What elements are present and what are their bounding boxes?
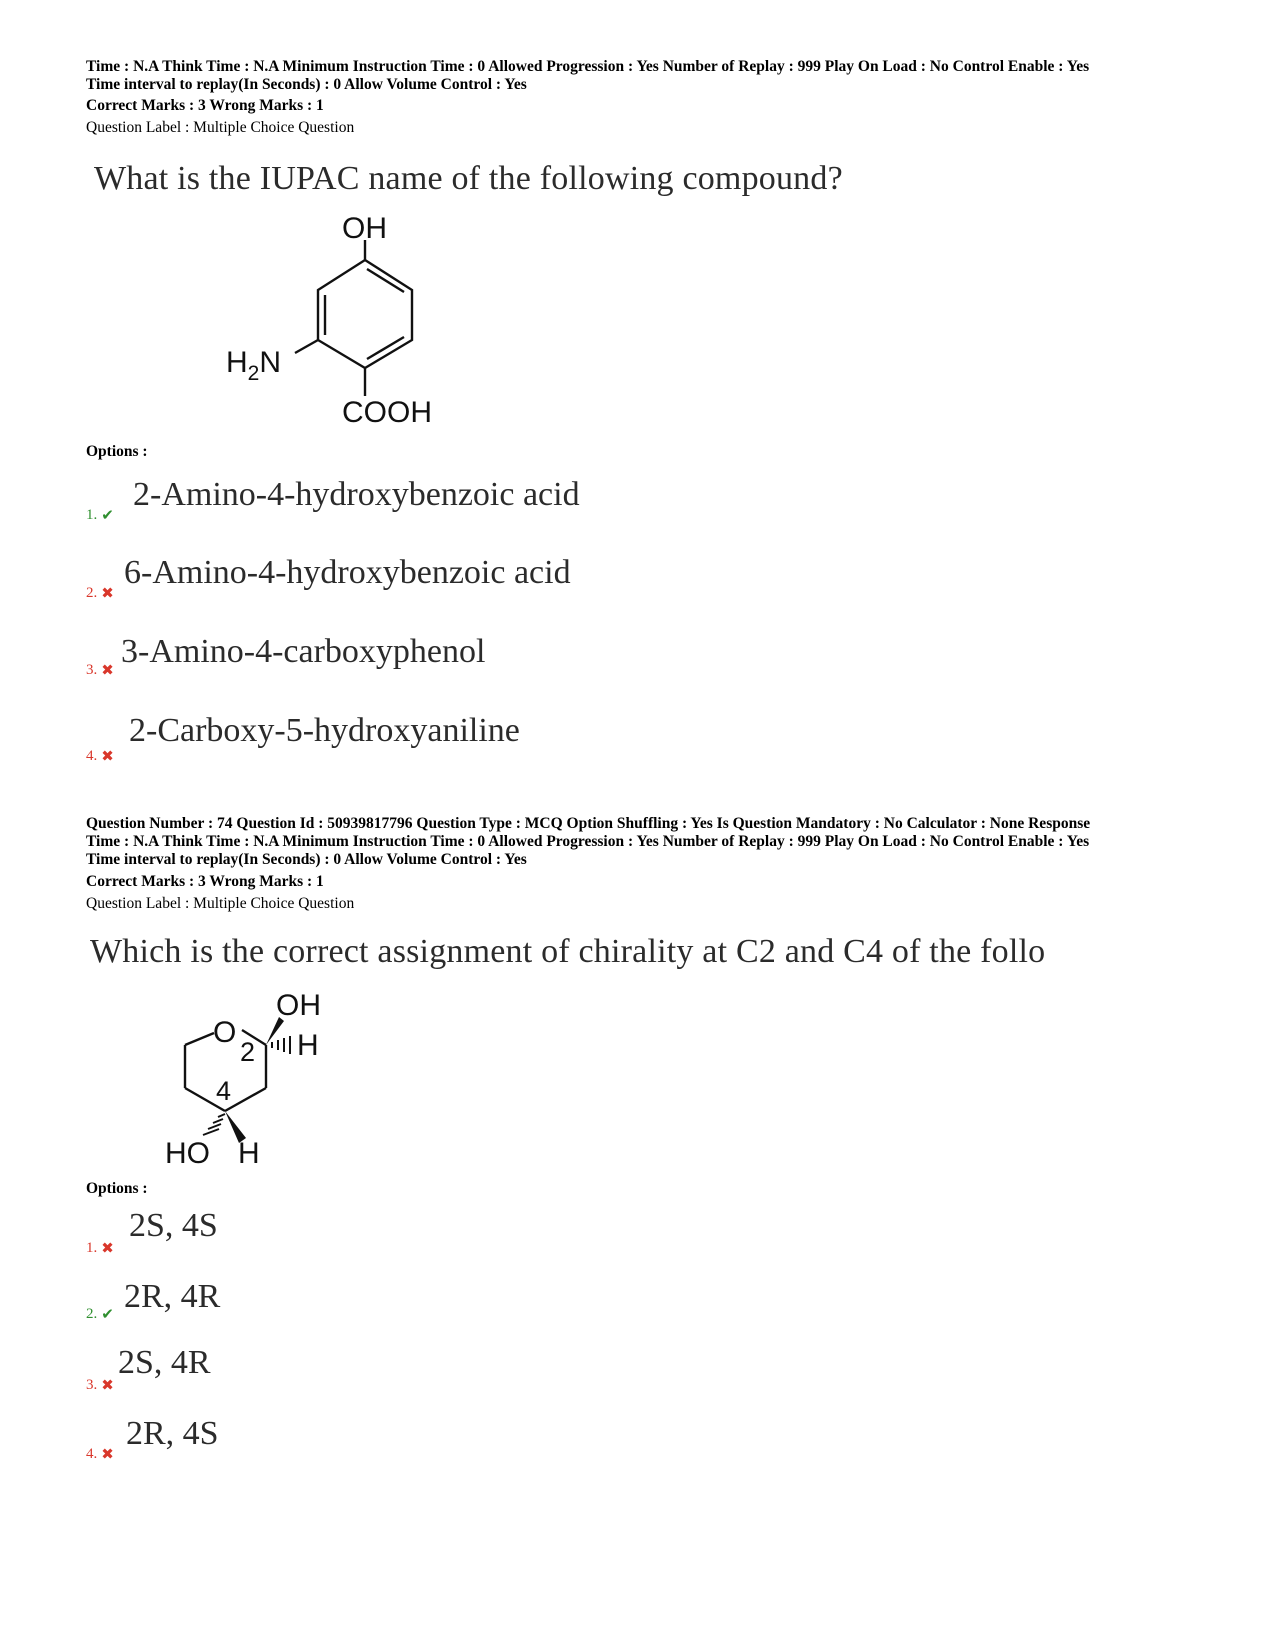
q1-option-4-text[interactable]: 2-Carboxy-5-hydroxyaniline <box>129 712 520 749</box>
q2-structure-diagram <box>160 985 380 1195</box>
q1-option-3-text[interactable]: 3-Amino-4-carboxyphenol <box>121 633 486 670</box>
h-c2-label: H <box>297 1029 319 1062</box>
q2-option-1-number: 1. ✖ <box>86 1240 114 1257</box>
nh2-label: $H_2N$ <box>226 346 282 385</box>
check-icon: ✔ <box>101 1307 114 1323</box>
oh-label: OH <box>342 212 387 245</box>
q2-option-2-text[interactable]: 2R, 4R <box>124 1278 221 1315</box>
q1-options-heading: Options : <box>86 443 148 460</box>
q1-meta: Time : N.A Think Time : N.A Minimum Instruction Time : 0 Allowed Progression : Yes Number of Replay : 999 Play On Load : No Control Enable : Yes Time interval to replay(In Seconds) : 0 Allow Volume Control : Yes <box>86 58 1090 93</box>
cross-icon: ✖ <box>101 1378 114 1394</box>
q2-label: Question Label : Multiple Choice Question <box>86 895 355 912</box>
q1-option-4-number: 4. ✖ <box>86 748 114 765</box>
cross-icon: ✖ <box>101 749 114 765</box>
q2-options-heading: Options : <box>86 1180 148 1197</box>
oh-c2-label: OH <box>276 989 321 1022</box>
benzene-ring <box>295 240 412 396</box>
cooh-label: COOH <box>342 396 432 429</box>
q2-meta: Question Number : 74 Question Id : 50939817796 Question Type : MCQ Option Shuffling : Yes Is Question Mandatory : No Calculator : None Response Time : N.A Think Time : N.A Minimum Instruction Time : 0 Allowed Progression : Yes Number of Replay : 999 Play On Load : No Control Enable : Yes Time interval to replay(In Seconds) : 0 Allow Volume Control : Yes <box>86 815 1091 868</box>
q1-option-2-number: 2. ✖ <box>86 585 114 602</box>
q2-option-1-text[interactable]: 2S, 4S <box>129 1207 218 1244</box>
h-c4-label: H <box>238 1137 260 1170</box>
c4-locant: 4 <box>216 1076 232 1106</box>
hash-bond-oh-c4 <box>203 1114 225 1135</box>
c2-locant: 2 <box>240 1037 256 1067</box>
ring-oxygen-label: O <box>213 1016 237 1049</box>
q1-option-2-text[interactable]: 6-Amino-4-hydroxybenzoic acid <box>124 554 571 591</box>
q2-question-text: Which is the correct assignment of chirality at C2 and C4 of the follo <box>90 933 1046 970</box>
q1-marks: Correct Marks : 3 Wrong Marks : 1 <box>86 97 324 114</box>
q1-option-3-number: 3. ✖ <box>86 662 114 679</box>
q2-option-2-number: 2. ✔ <box>86 1306 114 1323</box>
q2-option-4-text[interactable]: 2R, 4S <box>126 1415 219 1452</box>
cross-icon: ✖ <box>101 1241 114 1257</box>
cross-icon: ✖ <box>101 663 114 679</box>
hash-bond-h-c2 <box>272 1036 290 1054</box>
q2-option-4-number: 4. ✖ <box>86 1446 114 1463</box>
check-icon: ✔ <box>101 508 114 524</box>
cross-icon: ✖ <box>101 1447 114 1463</box>
q2-option-3-text[interactable]: 2S, 4R <box>118 1344 211 1381</box>
q2-option-3-number: 3. ✖ <box>86 1377 114 1394</box>
q1-option-1-text[interactable]: 2-Amino-4-hydroxybenzoic acid <box>133 476 580 513</box>
q2-marks: Correct Marks : 3 Wrong Marks : 1 <box>86 873 324 890</box>
q1-question-text: What is the IUPAC name of the following compound? <box>94 160 843 197</box>
q1-structure-diagram <box>220 210 480 450</box>
cross-icon: ✖ <box>101 586 114 602</box>
q1-option-1-number: 1. ✔ <box>86 507 114 524</box>
ho-c4-label: HO <box>165 1137 210 1170</box>
q1-label: Question Label : Multiple Choice Question <box>86 119 355 136</box>
